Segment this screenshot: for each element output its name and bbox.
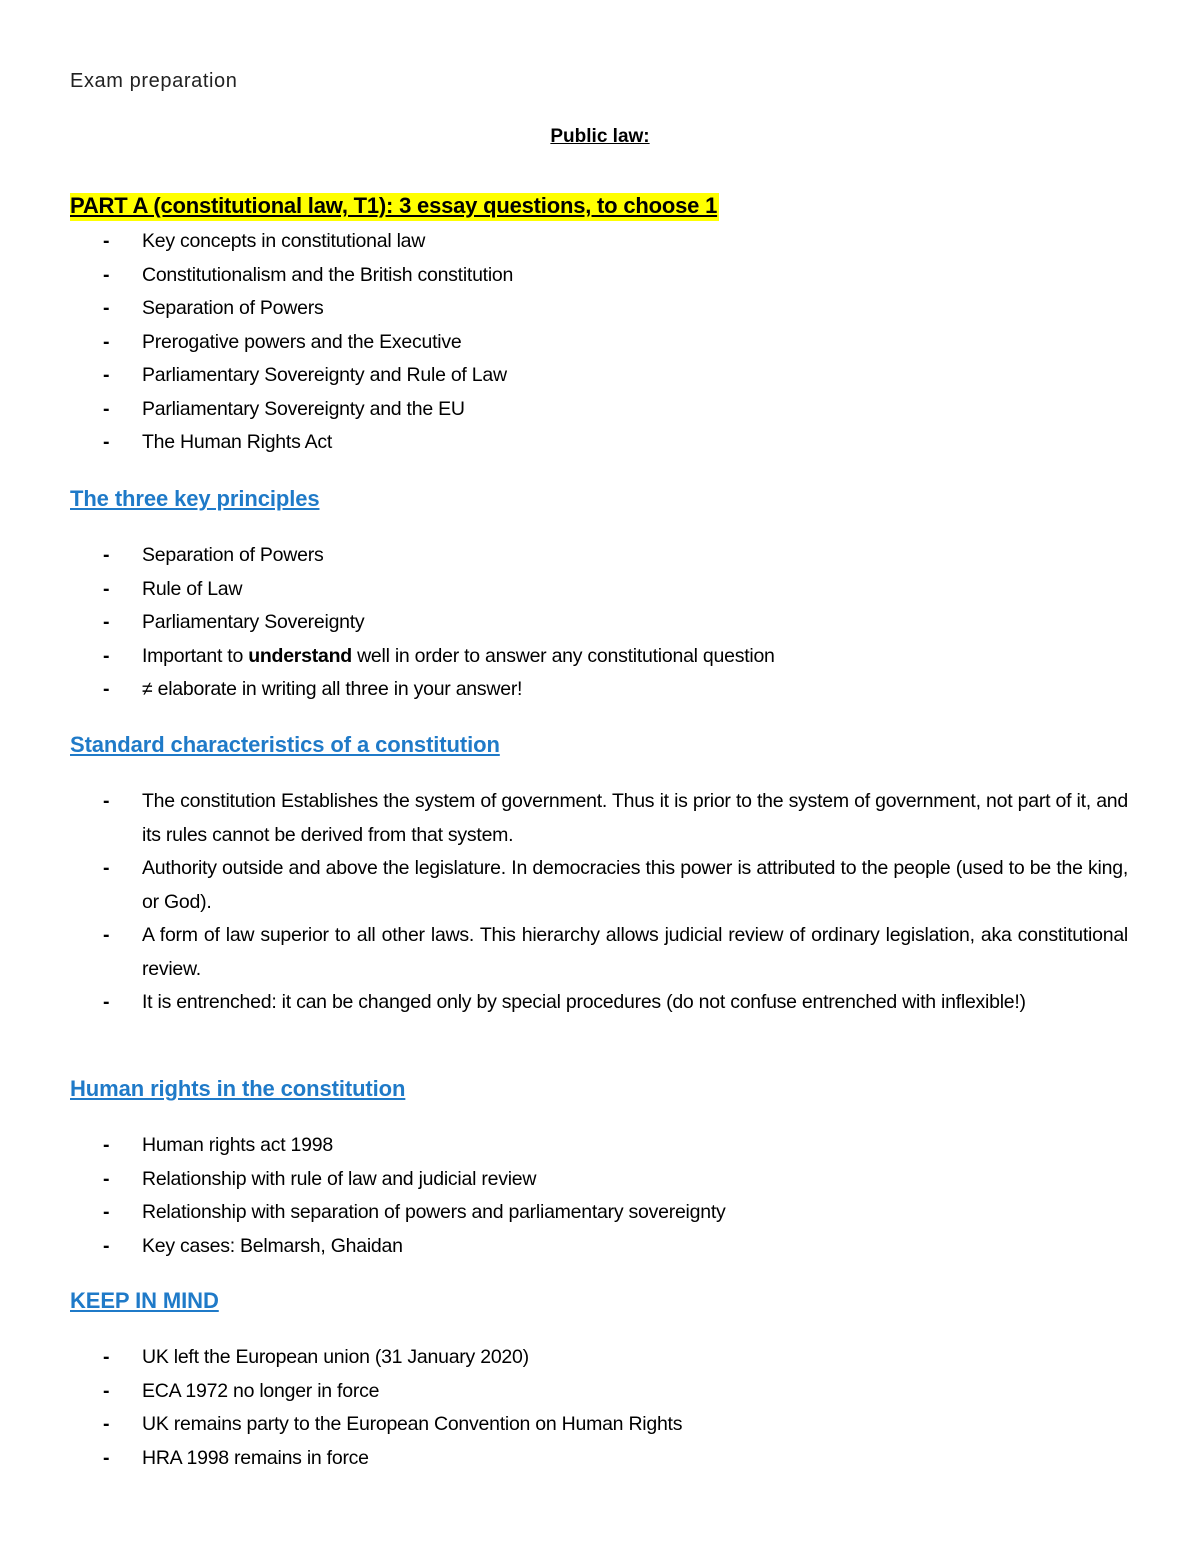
list-item-text: The constitution Establishes the system of government. Thus it is prior to the system of government, not part of it, and its rules cannot be derived from that system. (142, 790, 1128, 846)
list-item (0, 1163, 1200, 1197)
bullet-dash: - (103, 611, 110, 633)
list-item (0, 393, 1200, 427)
list-item (0, 986, 1200, 1020)
header-note: Exam preparation (70, 70, 238, 92)
list-item-text: Parliamentary Sovereignty and Rule of Law (142, 364, 507, 386)
list-item-text: It is entrenched: it can be changed only by special procedures (do not confuse entrenched with inflexible!) (142, 991, 1026, 1013)
list-item-text: Constitutionalism and the British constitution (142, 263, 514, 286)
list-item (0, 1408, 1200, 1442)
list-item (0, 1129, 1200, 1163)
bullet-dash: - (103, 790, 110, 812)
bullet-dash: - (103, 644, 110, 667)
bullet-dash: - (103, 991, 110, 1013)
item-text-before: Important to (142, 644, 249, 667)
bullet-dash: - (103, 1134, 110, 1156)
list-item-text: ≠ elaborate in writing all three in your answer! (142, 678, 523, 700)
keep-in-mind-heading: KEEP IN MIND (70, 1288, 219, 1313)
list-item (0, 225, 1200, 259)
bullet-dash: - (103, 1234, 110, 1257)
human-rights-heading: Human rights in the constitution (70, 1076, 406, 1101)
bullet-dash: - (103, 577, 110, 600)
list-item (0, 359, 1200, 393)
list-item-text: Authority outside and above the legislature. In democracies this power is attributed to the people (used to be the king, or God). (142, 857, 1128, 913)
list-item-text (142, 645, 775, 667)
bullet-dash: - (103, 263, 110, 286)
list-item-text: Key concepts in constitutional law (142, 230, 426, 252)
list-item (0, 292, 1200, 326)
list-item-text: A form of law superior to all other laws. This hierarchy allows judicial review of ordinary legislation, aka constitutional review. (142, 924, 1128, 980)
list-item (0, 673, 1200, 707)
list-item (0, 1230, 1200, 1264)
characteristics-heading: Standard characteristics of a constitution (70, 732, 500, 757)
bullet-dash: - (103, 330, 110, 353)
bullet-dash: - (103, 364, 110, 386)
list-item-text: Human rights act 1998 (142, 1134, 333, 1156)
bullet-dash: - (103, 1446, 110, 1469)
list-item (0, 426, 1200, 460)
list-item-text: Relationship with rule of law and judicial review (142, 1167, 537, 1190)
emphasis-understand: understand (248, 644, 352, 667)
list-item (0, 606, 1200, 640)
principles-heading: The three key principles (70, 486, 320, 511)
list-item (0, 1341, 1200, 1375)
list-item (0, 785, 1200, 852)
human-rights-list (0, 1129, 1200, 1263)
principles-list (0, 539, 1200, 707)
bullet-dash: - (103, 857, 110, 879)
bullet-dash: - (103, 1346, 110, 1368)
bullet-dash: - (103, 431, 110, 453)
item-text-after: well in order to answer any constitutional question (351, 644, 775, 667)
list-item-text: Separation of Powers (142, 297, 324, 319)
list-item (0, 326, 1200, 360)
list-item-text: Rule of Law (142, 577, 243, 600)
list-item (0, 852, 1200, 919)
document-title: Public law: (550, 126, 650, 147)
bullet-dash: - (103, 397, 110, 420)
list-item (0, 640, 1200, 674)
bullet-dash: - (103, 544, 110, 566)
list-item-text: ECA 1972 no longer in force (142, 1379, 380, 1402)
list-item-text: The Human Rights Act (142, 431, 333, 453)
list-item (0, 1442, 1200, 1476)
list-item (0, 573, 1200, 607)
list-item-text: UK remains party to the European Convention on Human Rights (142, 1413, 683, 1435)
list-item (0, 539, 1200, 573)
list-item (0, 919, 1200, 986)
list-item-text: Prerogative powers and the Executive (142, 330, 462, 353)
part-a-list (0, 225, 1200, 460)
characteristics-list (0, 785, 1200, 1020)
list-item-text: HRA 1998 remains in force (142, 1446, 369, 1469)
bullet-dash: - (103, 924, 110, 946)
list-item (0, 1375, 1200, 1409)
list-item-text: UK left the European union (31 January 2020) (142, 1346, 529, 1368)
bullet-dash: - (103, 678, 110, 700)
list-item-text: Relationship with separation of powers and parliamentary sovereignty (142, 1201, 726, 1223)
list-item (0, 259, 1200, 293)
bullet-dash: - (103, 230, 110, 252)
list-item-text: Parliamentary Sovereignty (142, 611, 365, 633)
bullet-dash: - (103, 1413, 110, 1435)
bullet-dash: - (103, 1379, 110, 1402)
list-item (0, 1196, 1200, 1230)
part-a-heading: PART A (constitutional law, T1): 3 essay questions, to choose 1 (70, 193, 719, 221)
list-item-text: Key cases: Belmarsh, Ghaidan (142, 1234, 403, 1257)
bullet-dash: - (103, 297, 110, 319)
list-item-text: Parliamentary Sovereignty and the EU (142, 397, 465, 420)
bullet-dash: - (103, 1167, 110, 1190)
keep-in-mind-list (0, 1341, 1200, 1475)
list-item-text: Separation of Powers (142, 544, 324, 566)
bullet-dash: - (103, 1201, 110, 1223)
